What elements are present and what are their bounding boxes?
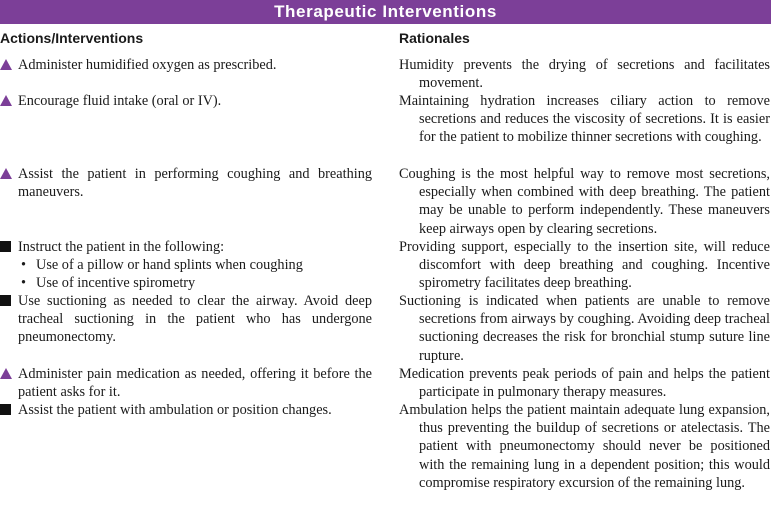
rationale-cell: Providing support, especially to the insertion site, will reduce discomfort with deep breathing and coughing. Incentive spirometry facilitates deep breathing.: [399, 239, 770, 292]
action-cell: [0, 292, 372, 365]
action-cell: [0, 365, 372, 401]
table-row: [0, 365, 771, 401]
triangle-marker-icon: [0, 95, 12, 106]
instruction-list: [18, 256, 372, 292]
rationale-cell: Ambulation helps the patient maintain adequate lung expansion, thus preventing the buildup of secretions or atelectasis. The patient with pneumonectomy should never be positioned with the remaining lung in a dependent position; this would compromise respiratory excursion of the remaining lung.: [399, 402, 770, 491]
list-item-text: Use of a pillow or hand splints when coughing: [36, 257, 303, 274]
square-marker-icon: [0, 241, 11, 252]
list-item: [18, 274, 372, 292]
action-cell: [0, 165, 372, 238]
rationales-header: Rationales: [399, 30, 470, 46]
actions-header: Actions/Interventions: [0, 30, 144, 46]
action-text: Assist the patient with ambulation or position changes.: [18, 402, 332, 418]
triangle-marker-icon: [0, 168, 12, 179]
action-cell: [0, 238, 372, 292]
bullet-icon: •: [21, 275, 27, 292]
bullet-icon: •: [21, 257, 27, 274]
action-text: Instruct the patient in the following:: [18, 239, 225, 255]
list-item-text: Use of incentive spirometry: [36, 275, 196, 292]
action-text: Assist the patient in performing coughing and breathing maneuvers.: [18, 166, 372, 201]
table-row: [0, 165, 771, 238]
action-cell: [0, 401, 372, 511]
square-marker-icon: [0, 295, 11, 306]
list-item: [18, 256, 372, 274]
rationale-cell: Maintaining hydration increases ciliary action to remove secretions and reduces the viscosity of secretions. It is easier for the patient to mobilize thinner secretions with coughing.: [399, 93, 770, 146]
action-cell: [0, 56, 372, 92]
triangle-marker-icon: [0, 59, 12, 70]
action-text: Encourage fluid intake (oral or IV).: [18, 93, 222, 109]
banner-title: Therapeutic Interventions: [274, 2, 497, 21]
rationale-cell: Coughing is the most helpful way to remove most secretions, especially when combined with deep breathing. The patient may be unable to perform independently. These maneuvers keep airways open by clearing secretions.: [399, 166, 770, 237]
triangle-marker-icon: [0, 368, 12, 379]
rationale-cell: Humidity prevents the drying of secretions and facilitates movement.: [399, 57, 770, 92]
rationale-cell: Suctioning is indicated when patients are unable to remove secretions from airways by coughing. Avoiding deep tracheal suctioning decreases the risk for bronchial stump suture line rupture.: [399, 293, 770, 364]
square-marker-icon: [0, 404, 11, 415]
column-headers: [0, 30, 771, 54]
table-row: [0, 401, 771, 511]
banner: [0, 0, 771, 24]
rationale-cell: Medication prevents peak periods of pain and helps the patient participate in pulmonary therapy measures.: [399, 366, 770, 401]
interventions-table: [0, 56, 771, 511]
action-text: Use suctioning as needed to clear the airway. Avoid deep tracheal suctioning in the patient who has undergone pneumonectomy.: [18, 293, 372, 346]
action-text: Administer pain medication as needed, offering it before the patient asks for it.: [18, 366, 372, 401]
table-row: [0, 292, 771, 365]
action-text: Administer humidified oxygen as prescribed.: [18, 57, 277, 73]
table-row: [0, 238, 771, 292]
action-cell: [0, 92, 372, 165]
table-row: [0, 92, 771, 165]
table-row: [0, 56, 771, 92]
